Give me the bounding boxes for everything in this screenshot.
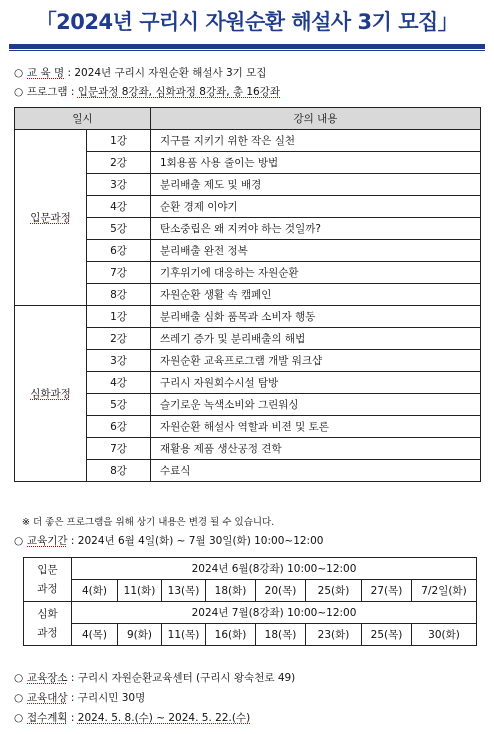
lecture-number: 4강: [87, 196, 151, 218]
schedule-course-name: [24, 558, 72, 602]
course-name-line1: 심화: [37, 607, 58, 620]
lecture-content: 분리배출 심화 품목과 소비자 행동: [151, 306, 481, 328]
schedule-table: [23, 557, 477, 646]
schedule-day-cell: 16(화): [206, 624, 256, 646]
lecture-number: 2강: [87, 152, 151, 174]
schedule-header-row: [24, 602, 477, 624]
lecture-number: 4강: [87, 372, 151, 394]
info-value: 2024년 6월 4일(화) ~ 7월 30일(화) 10:00~12:00: [77, 535, 324, 547]
lecture-content: 1회용품 사용 줄이는 방법: [151, 152, 481, 174]
circle-bullet-icon: ○: [14, 692, 24, 704]
info-value: 입문과정 8강좌, 심화과정 8강좌, 총 16강좌: [77, 86, 281, 98]
title-underline-thin: [9, 50, 485, 51]
page-title: 「2024년 구리시 자원순환 해설사 3기 모집」: [35, 10, 459, 34]
header-date: 일시: [15, 108, 151, 130]
circle-bullet-icon: ○: [14, 67, 24, 79]
lecture-number: 5강: [87, 394, 151, 416]
lecture-number: 6강: [87, 240, 151, 262]
lecture-content: 순환 경제 이야기: [151, 196, 481, 218]
schedule-day-cell: 23(화): [306, 624, 362, 646]
lecture-number: 5강: [87, 218, 151, 240]
info-course-name: ○ 교 육 명 : 2024년 구리시 자원순환 해설사 3기 모집: [14, 67, 267, 79]
course-group-name: [15, 130, 87, 306]
schedule-day-cell: 4(화): [72, 580, 118, 602]
header-content: 강의 내용: [151, 108, 481, 130]
table-header-row: [15, 108, 481, 130]
schedule-days-row: [24, 624, 477, 646]
circle-bullet-icon: ○: [14, 535, 24, 547]
lecture-content: 자원순환 교육프로그램 개발 워크샵: [151, 350, 481, 372]
schedule-day-cell: 25(화): [306, 580, 362, 602]
curriculum-table: [14, 107, 481, 482]
lecture-number: 7강: [87, 438, 151, 460]
info-period: ○ 교육기간 : 2024년 6월 4일(화) ~ 7월 30일(화) 10:00~12:00: [14, 535, 324, 547]
info-label: 교육기간: [27, 535, 68, 547]
schedule-day-cell: 27(목): [362, 580, 412, 602]
info-value: 구리시민 30명: [77, 692, 146, 704]
schedule-course-name: [24, 602, 72, 646]
table-row: [15, 306, 481, 328]
info-label: 교육장소: [27, 672, 68, 684]
lecture-number: 7강: [87, 262, 151, 284]
schedule-day-cell: 18(화): [206, 580, 256, 602]
circle-bullet-icon: ○: [14, 86, 24, 98]
circle-bullet-icon: ○: [14, 712, 24, 724]
lecture-content: 수료식: [151, 460, 481, 482]
lecture-number: 1강: [87, 306, 151, 328]
course-group-label: 심화과정: [30, 388, 71, 400]
change-notice: ※ 더 좋은 프로그램을 위해 상기 내용은 변경 될 수 있습니다.: [22, 517, 275, 528]
lecture-content: 쓰레기 증가 및 분리배출의 해법: [151, 328, 481, 350]
lecture-content: 구리시 자원회수시설 탐방: [151, 372, 481, 394]
schedule-day-cell: 11(화): [118, 580, 162, 602]
circle-bullet-icon: ○: [14, 672, 24, 684]
schedule-day-cell: 4(목): [72, 624, 118, 646]
lecture-number: 8강: [87, 284, 151, 306]
lecture-content: 기후위기에 대응하는 자원순환: [151, 262, 481, 284]
schedule-days-row: [24, 580, 477, 602]
lecture-content: 자원순환 생활 속 캠페인: [151, 284, 481, 306]
schedule-day-cell: 13(목): [162, 580, 206, 602]
title-underline: [9, 44, 485, 49]
schedule-day-cell: 9(화): [118, 624, 162, 646]
schedule-day-cell: 20(목): [256, 580, 306, 602]
lecture-content: 분리배출 제도 및 배경: [151, 174, 481, 196]
course-group-name: [15, 306, 87, 482]
lecture-number: 8강: [87, 460, 151, 482]
info-target: ○ 교육대상 : 구리시민 30명: [14, 692, 146, 704]
lecture-content: 지구를 지키기 위한 작은 실천: [151, 130, 481, 152]
schedule-day-cell: 7/2일(화): [412, 580, 477, 602]
info-value: 2024년 구리시 자원순환 해설사 3기 모집: [74, 67, 267, 79]
table-row: [15, 130, 481, 152]
course-group-label: 입문과정: [30, 212, 71, 224]
info-application: ○ 접수계획 : 2024. 5. 8.(수) ~ 2024. 5. 22.(수): [14, 712, 251, 724]
info-value: 구리시 자원순환교육센터 (구리시 왕숙천로 49): [77, 672, 296, 684]
schedule-month-header: 2024년 7월(8강좌) 10:00~12:00: [72, 602, 477, 624]
lecture-number: 6강: [87, 416, 151, 438]
lecture-content: 슬기로운 녹색소비와 그린워싱: [151, 394, 481, 416]
schedule-header-row: [24, 558, 477, 580]
schedule-day-cell: 18(목): [256, 624, 306, 646]
lecture-number: 3강: [87, 350, 151, 372]
info-value: 2024. 5. 8.(수) ~ 2024. 5. 22.(수): [77, 712, 251, 724]
lecture-content: 분리배출 완전 정복: [151, 240, 481, 262]
lecture-number: 2강: [87, 328, 151, 350]
schedule-day-cell: 30(화): [412, 624, 477, 646]
lecture-content: 탄소중립은 왜 지켜야 하는 것일까?: [151, 218, 481, 240]
info-label: 교 육 명: [27, 67, 65, 79]
lecture-content: 재활용 제품 생산공정 견학: [151, 438, 481, 460]
lecture-content: 자원순환 해설사 역할과 비젼 및 토론: [151, 416, 481, 438]
info-program: ○ 프로그램 : 입문과정 8강좌, 심화과정 8강좌, 총 16강좌: [14, 86, 281, 98]
info-label: 프로그램: [27, 86, 68, 98]
schedule-month-header: 2024년 6월(8강좌) 10:00~12:00: [72, 558, 477, 580]
course-name-line2: 과정: [37, 626, 58, 639]
schedule-day-cell: 11(목): [162, 624, 206, 646]
lecture-number: 3강: [87, 174, 151, 196]
info-label: 접수계획: [27, 712, 68, 724]
lecture-number: 1강: [87, 130, 151, 152]
info-place: ○ 교육장소 : 구리시 자원순환교육센터 (구리시 왕숙천로 49): [14, 672, 296, 684]
course-name-line2: 과정: [37, 582, 58, 595]
course-name-line1: 입문: [37, 563, 58, 576]
info-label: 교육대상: [27, 692, 68, 704]
schedule-day-cell: 25(목): [362, 624, 412, 646]
